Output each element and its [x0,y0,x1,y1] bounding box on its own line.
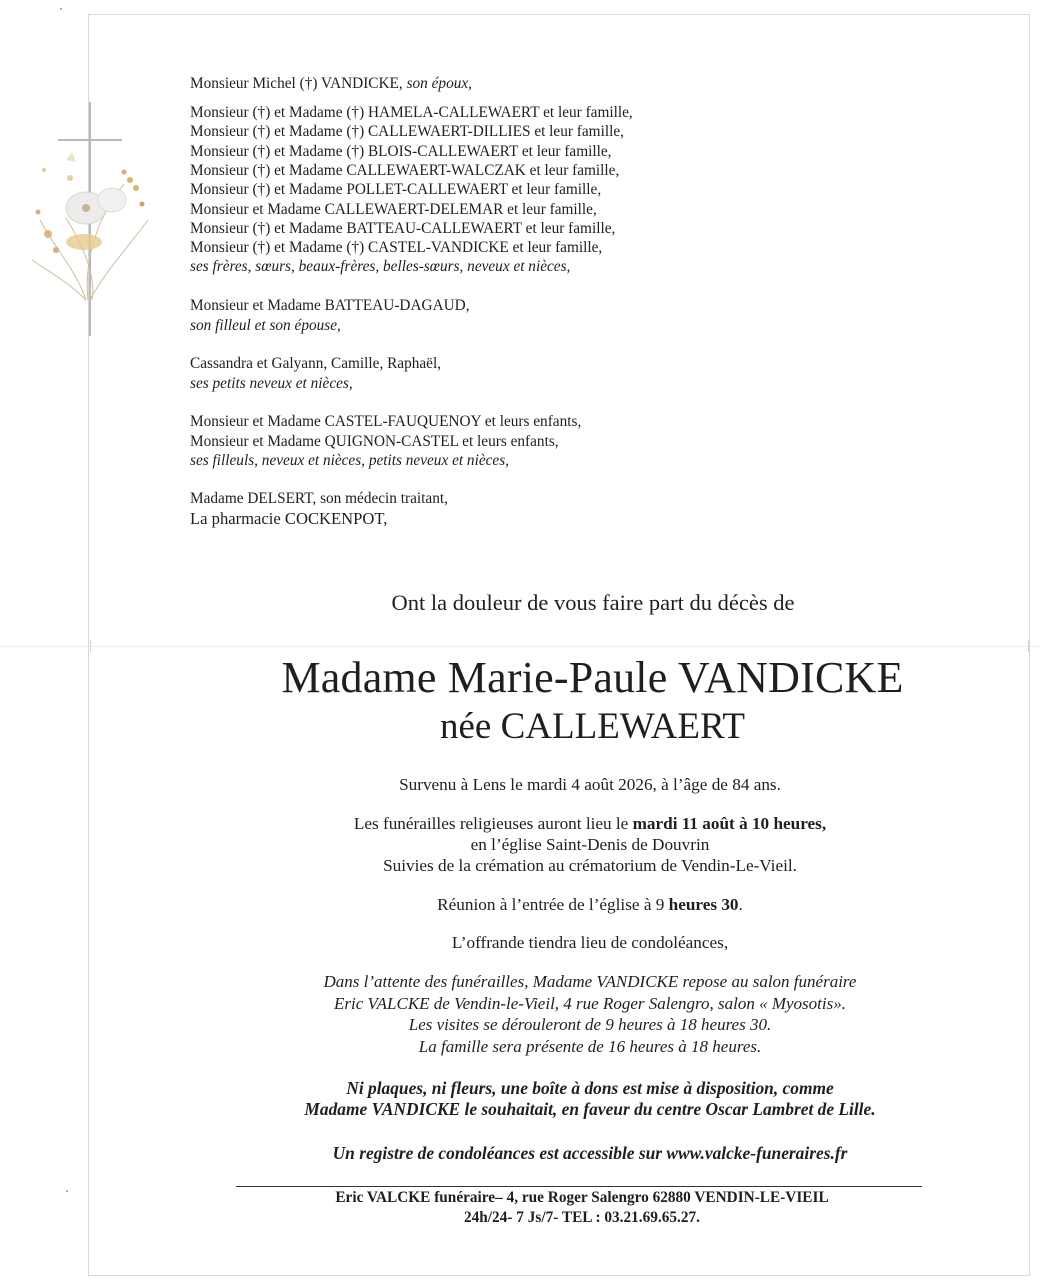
death-info: Survenu à Lens le mardi 4 août 2026, à l’âge de 84 ans. [399,775,781,794]
footer-divider [236,1186,922,1187]
scan-speck [60,8,62,10]
spouse-line [190,74,472,93]
doctor-line: Madame DELSERT, son médecin traitant, [190,490,448,507]
sibling-line: Monsieur et Madame CALLEWAERT-DELEMAR et leur famille, [190,200,597,218]
funeral-church: en l’église Saint-Denis de Douvrin [470,835,710,854]
visitation-line: Les visites se dérouleront de 9 heures à 18 heures 30. [408,1015,772,1034]
grand-nephews-names: Cassandra et Galyann, Camille, Raphaël, [190,355,442,372]
godchild-line: Monsieur et Madame CASTEL-FAUQUENOY et leurs enfants, [190,413,582,430]
donation-line: Madame VANDICKE le souhaitait, en faveur du centre Oscar Lambret de Lille. [304,1099,876,1119]
funeral-cremation: Suivies de la crémation au crématorium de Vendin-Le-Vieil. [383,856,797,875]
siblings-relation: ses frères, sœurs, beaux-frères, belles-sœurs, neveux et nièces, [190,258,571,276]
funeral-date-line [140,813,1040,834]
fold-notch [1028,640,1029,652]
spouse-name: Monsieur Michel (†) VANDICKE, [190,75,403,92]
scan-speck [66,1190,68,1192]
footer-contact: 24h/24- 7 Js/7- TEL : 03.21.69.65.27. [464,1209,700,1226]
footer-address: Eric VALCKE funéraire– 4, rue Roger Salengro 62880 VENDIN-LE-VIEIL [335,1189,829,1206]
visitation-line: La famille sera présente de 16 heures à 18 heures. [418,1036,762,1056]
pharmacy-line: La pharmacie COCKENPOT, [190,509,388,528]
announcement-heading: Ont la douleur de vous faire part du décès de [391,590,795,615]
deceased-name: Madame Marie-Paule VANDICKE [281,653,904,702]
fold-notch [90,640,91,652]
offering-line: L’offrande tiendra lieu de condoléances, [451,933,729,952]
godson-name: Monsieur et Madame BATTEAU-DAGAUD, [190,297,470,314]
sibling-line: Monsieur (†) et Madame (†) HAMELA-CALLEWAERT et leur famille, [190,104,633,121]
godchild-line: Monsieur et Madame QUIGNON-CASTEL et leurs enfants, [190,432,559,450]
sibling-line: Monsieur (†) et Madame (†) CALLEWAERT-DILLIES et leur famille, [190,123,624,141]
godchildren-relation: ses filleuls, neveux et nièces, petits neveux et nièces, [190,452,509,469]
meeting-line [140,894,1040,915]
sibling-line: Monsieur (†) et Madame BATTEAU-CALLEWAERT et leur famille, [190,219,616,237]
meeting-time: heures 30 [668,895,739,914]
grand-nephews-relation: ses petits neveux et nièces, [190,375,353,392]
visitation-line: Dans l’attente des funérailles, Madame VANDICKE repose au salon funéraire [323,972,857,991]
maiden-name: née CALLEWAERT [440,706,745,747]
meeting-suffix: . [738,895,743,914]
sibling-line: Monsieur (†) et Madame CALLEWAERT-WALCZAK et leur famille, [190,161,620,179]
spouse-relation: son époux, [406,75,472,92]
cross-flower-decoration-icon [26,100,156,340]
registry-line: Un registre de condoléances est accessible sur www.valcke-funeraires.fr [332,1143,848,1163]
donation-line: Ni plaques, ni fleurs, une boîte à dons est mise à disposition, comme [346,1078,834,1098]
funeral-prefix: Les funérailles religieuses auront lieu le [353,814,633,833]
meeting-prefix: Réunion à l’entrée de l’église à 9 [437,895,669,914]
sibling-line: Monsieur (†) et Madame (†) CASTEL-VANDICKE et leur famille, [190,239,603,257]
sibling-line: Monsieur (†) et Madame POLLET-CALLEWAERT et leur famille, [190,181,602,199]
sibling-line: Monsieur (†) et Madame (†) BLOIS-CALLEWAERT et leur famille, [190,142,612,160]
visitation-line: Eric VALCKE de Vendin-le-Vieil, 4 rue Roger Salengro, salon « Myosotis». [334,993,846,1013]
godson-relation: son filleul et son épouse, [190,317,341,334]
funeral-date: mardi 11 août à 10 heures, [632,814,827,833]
fold-line [0,646,1040,647]
